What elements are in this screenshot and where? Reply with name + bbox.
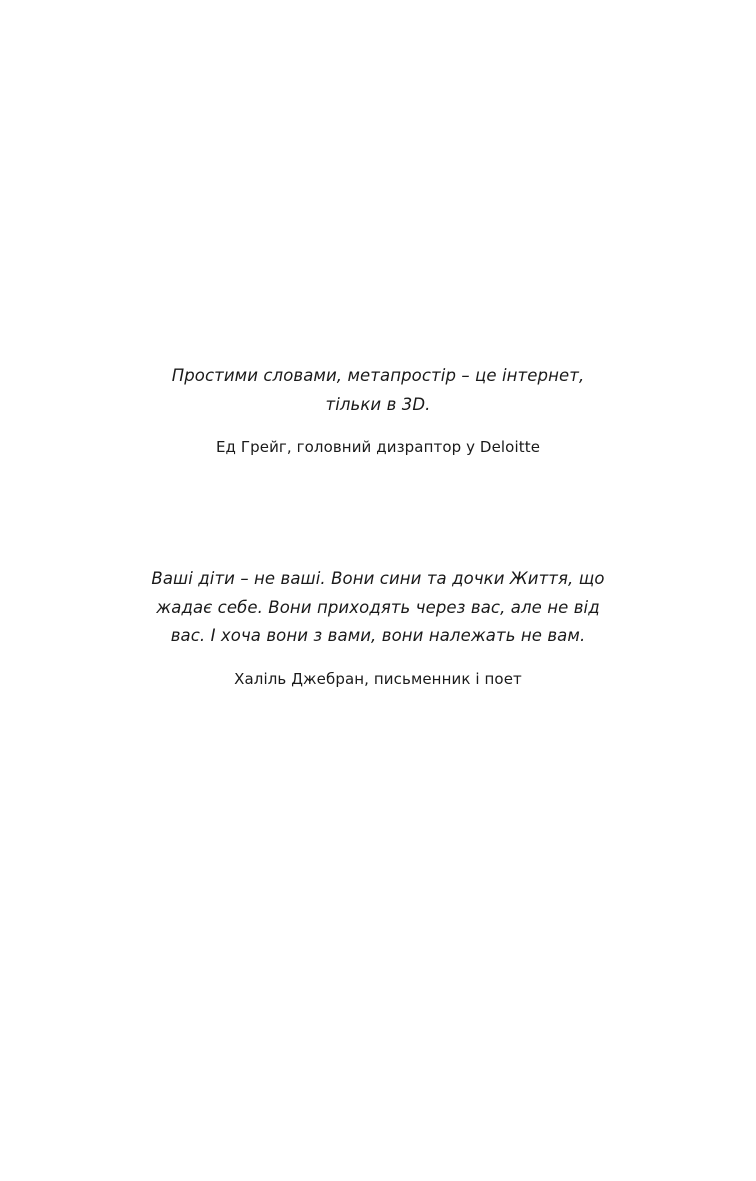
quote-attribution: Халіль Джебран, письменник і поет [234,669,522,688]
quote-text: Простими словами, метапростір – це інтернет, тільки в 3D. [171,366,585,414]
quote-text: Ваші діти – не ваші. Вони сини та дочки Життя, що жадає себе. Вони приходять через вас, але не від вас. І хоча вони з вами, вони належать не вам. [151,569,605,645]
quote-attribution: Ед Грейг, головний дизраптор у Deloitte [215,438,541,456]
quote-block-first [0,362,756,458]
quote-block-second [0,565,756,690]
